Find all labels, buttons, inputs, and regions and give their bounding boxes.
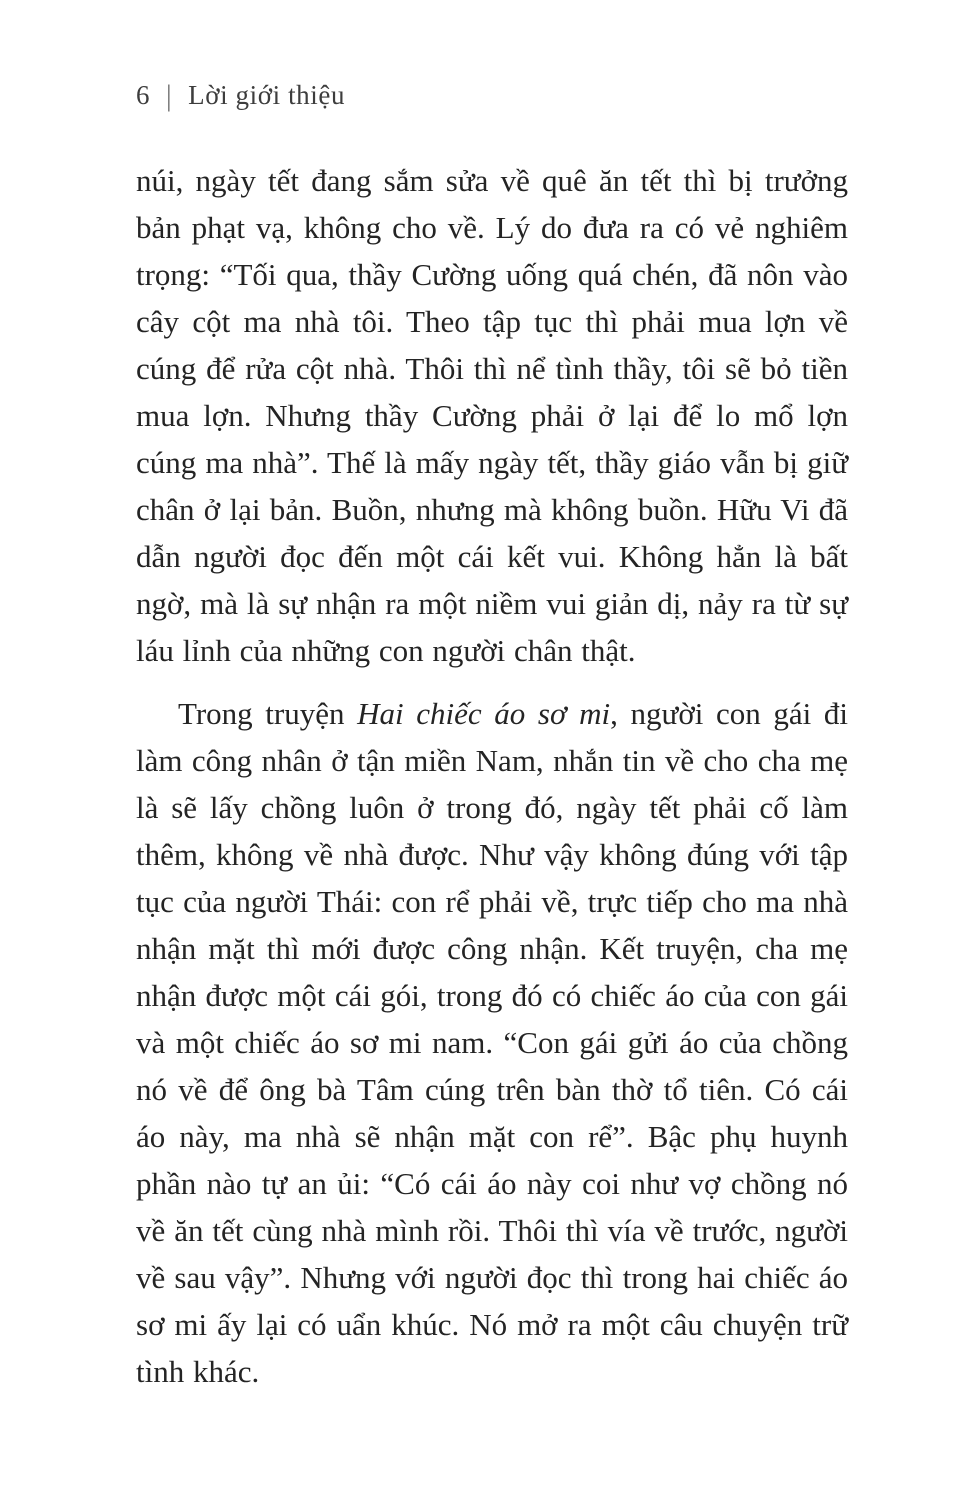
text-run: , người con gái đi làm công nhân ở tận miền Nam, nhắn tin về cho cha mẹ là sẽ lấy chồng luôn ở trong đó, ngày tết phải cố làm thêm, không về nhà được. Như vậy không đúng với tập tục của người Thái: con rể phải về, trực tiếp cho ma nhà nhận mặt thì mới được công nhận. Kết truyện, cha mẹ nhận được một cái gói, trong đó có chiếc áo của con gái và một chiếc áo sơ mi nam. “Con gái gửi áo của chồng nó về để ông bà Tâm cúng trên bàn thờ tổ tiên. Có cái áo này, ma nhà sẽ nhận mặt con rể”. Bậc phụ huynh phần nào tự an ủi: “Có cái áo này coi như vợ chồng nó về ăn tết cùng nhà mình rồi. Thôi thì vía về trước, người về sau vậy”. Nhưng với người đọc thì trong hai chiếc áo sơ mi ấy lại có uẩn khúc. Nó mở ra một câu chuyện trữ tình khác.: [136, 696, 848, 1389]
text-body: [136, 157, 848, 1395]
header-separator: |: [166, 78, 173, 112]
page-number: 6: [136, 80, 151, 110]
running-title: Lời giới thiệu: [188, 80, 346, 110]
text-run: núi, ngày tết đang sắm sửa về quê ăn tết thì bị trưởng bản phạt vạ, không cho về. Lý do đưa ra có vẻ nghiêm trọng: “Tối qua, thầy Cường uống quá chén, đã nôn vào cây cột ma nhà tôi. Theo tập tục thì phải mua lợn về cúng để rửa cột nhà. Thôi thì nể tình thầy, tôi sẽ bỏ tiền mua lợn. Nhưng thầy Cường phải ở lại để lo mổ lợn cúng ma nhà”. Thế là mấy ngày tết, thầy giáo vẫn bị giữ chân ở lại bản. Buồn, nhưng mà không buồn. Hữu Vi đã dẫn người đọc đến một cái kết vui. Không hẳn là bất ngờ, mà là sự nhận ra một niềm vui giản dị, nảy ra từ sự láu lỉnh của những con người chân thật.: [136, 163, 848, 668]
page-header: [136, 80, 847, 111]
story-title-italic: Hai chiếc áo sơ mi: [357, 696, 611, 731]
paragraph: [136, 157, 848, 674]
text-run: Trong truyện: [178, 696, 358, 731]
paragraph: [136, 690, 848, 1395]
